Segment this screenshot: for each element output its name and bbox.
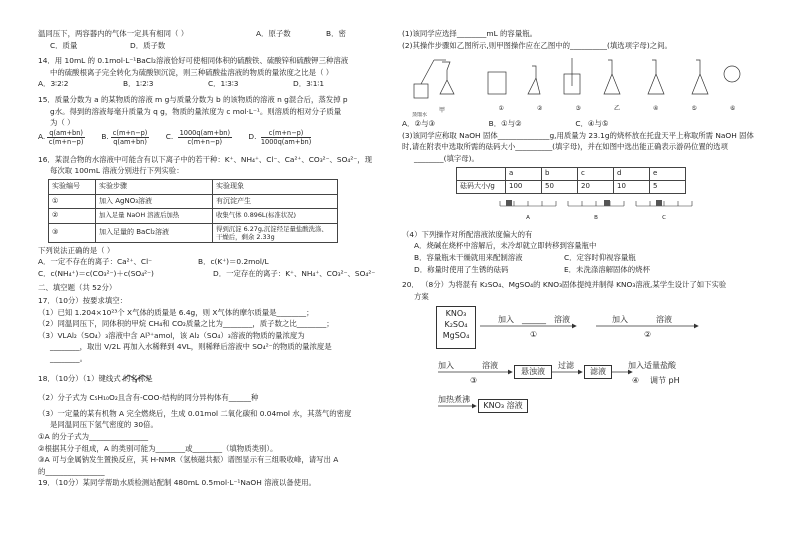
flow-step1-number: ① bbox=[530, 330, 538, 340]
q17-s3a: （3）VLAl₂（SO₄）₃溶液中含 Al³⁺amol，该 Al₂（SO₄）₃溶液的物质的量浓度为 bbox=[38, 330, 305, 340]
weights-table bbox=[456, 167, 686, 194]
skeletal-formula-icon bbox=[120, 373, 154, 383]
q19-part4-de: D．称量时使用了生锈的砝码 E．未洗涤溶解固体的烧杯 bbox=[414, 264, 650, 274]
ruler-option-c: C bbox=[630, 198, 698, 225]
q13-options: C．质量 D．质子数 bbox=[50, 40, 166, 50]
q16-options-cd: C．c(NH₄⁺)＝c(CO₃²⁻)＋c(SO₄²⁻) D．一定存在的离子：K⁺、NH₄⁺、CO₃²⁻、SO₄²⁻ bbox=[38, 268, 376, 278]
flow-filter-label: 过滤 bbox=[558, 361, 574, 371]
left-column bbox=[38, 28, 398, 489]
q19-part3b: 时,请在附表中选取所需的砝码大小__________(填字母)，并在如图中选出能正确表示游码位置的选项 bbox=[402, 142, 728, 152]
q18-s3a: （3）一定量的某有机物 A 完全燃烧后，生成 0.01mol 二氧化碳和 0.04mol 水，其蒸气的密度 bbox=[38, 408, 352, 418]
ruler-c-icon bbox=[634, 198, 694, 208]
rider-scale-options bbox=[494, 198, 770, 225]
flow-adjust-label: 调节 pH bbox=[650, 376, 680, 386]
table-row: ② 加入足量 NaOH 溶液后加热 收集气体 0.896L(标准状况) bbox=[49, 209, 338, 224]
flow-step2-number: ② bbox=[644, 330, 652, 340]
flow-step3-number: ③ bbox=[470, 376, 478, 386]
q13-stem: 温同压下，两容器内的气体一定具有相同（ ） A．原子数 B．密 bbox=[38, 29, 346, 38]
right-column bbox=[402, 28, 770, 420]
q15-option-b: $\frac{c(m+n-p)}{q(am+bn)}$ bbox=[112, 128, 148, 146]
flow-boil-label: 加热煮沸 bbox=[438, 395, 470, 405]
q15-line2: g水。得到的溶液每毫升质量为 q g，物质的量浓度为 c mol·L⁻¹。则溶质的相对分子质量 bbox=[50, 106, 342, 116]
ruler-option-b: B bbox=[562, 198, 630, 225]
flow-filtrate-box: 滤液 bbox=[584, 365, 612, 379]
flow-step2-label: 加入 溶液 bbox=[612, 315, 672, 325]
q19-part1: (1)该同学应选择________mL 的容量瓶。 bbox=[402, 29, 537, 38]
ruler-b-icon bbox=[566, 198, 626, 208]
q17-s1: （1）已知 1.204×10²³个 X气体的质量是 6.4g，则 X气体的摩尔质量是________； bbox=[38, 307, 314, 317]
q16-conclusion: 下列说法正确的是（ ） bbox=[38, 245, 115, 255]
q18-s3f: 的________________ bbox=[38, 466, 105, 476]
q20-flowchart bbox=[436, 306, 716, 420]
q17-s3b: ________，取出 V/2L 再加入水稀释到 4VL，则稀释后溶液中 SO₄²⁻的物质的量浓度是 bbox=[50, 342, 332, 352]
q14-options: A．3∶2∶2 B．1∶2∶3 C．1∶3∶3 D．3∶1∶1 bbox=[38, 79, 325, 89]
q19-stem: 19．（10分）某同学帮助水质检测站配制 480mL 0.5mol·L⁻¹NaOH 溶液以备使用。 bbox=[38, 478, 316, 488]
q15-option-c: $\frac{1000q(am+bn)}{c(m+n-p)}$ bbox=[179, 128, 231, 146]
q20-line2: 方案 bbox=[414, 291, 429, 301]
q17-s3c: ________。 bbox=[50, 354, 87, 364]
figure-jia: 甲 bbox=[412, 54, 472, 110]
q17-title: 17．（10分）按要求填空： bbox=[38, 296, 128, 306]
q15-options: A. $\frac{q(am+bn)}{c(m+n-p)}$ B. $\frac{c(m+n-p)}{q(am+bn)}$ C. $\frac{1000q(am+bn)}{c(m+n-p)}$ D. $\frac{c(m+n-p)}{1000q(am+bn)}$ bbox=[38, 128, 312, 146]
q19-apparatus-figures bbox=[412, 54, 752, 114]
table-row: 砝码大小/g 100 50 20 10 5 bbox=[457, 180, 686, 193]
q19-options: A．②与③ B．①与② C．④与⑤ bbox=[402, 119, 609, 129]
q18-title: 18．（10分）（1）键线式 的名称是 bbox=[38, 373, 398, 385]
q15-line1: 15．质量分数为 a 的某物质的溶液 m g与质量分数为 b 的该物质的溶液 n g混合后，蒸发掉 p bbox=[38, 94, 348, 104]
q19-part3a: (3)该同学应称取 NaOH 固体______________g,用质量为 23.1g的烧杯放在托盘天平上称取所需 NaOH 固体 bbox=[402, 130, 754, 140]
q19-part2: (2)其操作步骤如乙图所示,则甲图操作应在乙图中的__________(填选项字母)之间。 bbox=[402, 40, 672, 50]
figure-water-label: 蒸馏水 bbox=[412, 112, 428, 119]
q18-s3e: ③A 可与金属钠发生置换反应，其 H-NMR（氢核磁共振）谱图显示有三组吸收峰，请写出 A bbox=[38, 455, 339, 465]
figure-yi: ① ② ③ 乙 ④ ⑤ ⑥ bbox=[482, 54, 752, 110]
ruler-option-a: A bbox=[494, 198, 562, 225]
table-header-row: 实验编号 实验步骤 实验现象 bbox=[49, 179, 338, 194]
table-row: ③ 加入足量的 BaCl₂溶液 得到沉淀 6.27g,沉淀经足量盐酸洗涤、干燥后，剩余 2.33g bbox=[49, 223, 338, 242]
q16-line1: 16．某混合物的水溶液中可能含有以下离子中的若干种：K⁺、NH₄⁺、Cl⁻、Ca²⁺、CO₃²⁻、SO₄²⁻，现 bbox=[38, 154, 373, 164]
q15-option-label: B. bbox=[101, 132, 109, 142]
section-2-heading: 二、填空题（共 52分） bbox=[38, 282, 117, 292]
q15-option-a: $\frac{q(am+bn)}{c(m+n-p)}$ bbox=[48, 128, 84, 146]
q19-part4-bc: B．容量瓶未干燥就用来配制溶液 C．定容时仰视容量瓶 bbox=[414, 252, 636, 262]
table-header-row: a b c d e bbox=[457, 167, 686, 180]
flow-step4-number: ④ bbox=[632, 376, 640, 386]
flow-step1-label: 加入 ______ 溶液 bbox=[498, 315, 570, 325]
q20-line1: 20． （8分）为将混有 K₂SO₄、MgSO₄的 KNO₃固体提纯并制得 KNO₃溶液,某学生设计了如下实验 bbox=[402, 280, 727, 290]
q19-part3c: ________(填字母)。 bbox=[414, 153, 479, 163]
q19-part4-a: A．烧碱在烧杯中溶解后，未冷却就立即转移到容量瓶中 bbox=[414, 241, 597, 251]
q14-line1: 14．用 10mL 的 0.1mol·L⁻¹BaCl₂溶液恰好可使相同体积的硫酸铁、硫酸锌和硫酸钾三种溶液 bbox=[38, 56, 349, 66]
flow-start-box: KNO₃ K₂SO₄ MgSO₄ bbox=[436, 306, 476, 349]
q16-options-ab: A．一定不存在的离子：Ca²⁺、Cl⁻ B．c(K⁺)＝0.2mol/L bbox=[38, 257, 269, 267]
flow-final-box: KNO₃ 溶液 bbox=[478, 399, 528, 413]
q18-s2: （2）分子式为 C₅H₁₀O₂且含有-COO-结构的同分异构体有______种 bbox=[38, 393, 259, 403]
q19-part4: （4）下列操作对所配溶液浓度偏大的有 bbox=[402, 229, 533, 239]
q15-line3: 为（ ） bbox=[50, 118, 75, 128]
funnel-flask-icon bbox=[412, 54, 472, 100]
flow-suspension-box: 悬浊液 bbox=[514, 365, 552, 379]
q16-line2: 每次取 100mL 溶液分别进行下列实验： bbox=[50, 166, 184, 176]
flow-step3-label: 加入 溶液 bbox=[438, 361, 498, 371]
q18-s3b: 是同温同压下氢气密度的 30倍。 bbox=[50, 420, 158, 430]
q14-line2: 中的硫酸根离子完全转化为硫酸钡沉淀，则三种硫酸盐溶液的物质的量浓度之比是（ ） bbox=[50, 67, 334, 77]
q18-s3d: ②根据其分子组成，A 的类别可能为________或________（填物质类别）。 bbox=[38, 443, 278, 453]
q15-option-d: $\frac{c(m+n-p)}{1000q(am+bn)}$ bbox=[260, 128, 312, 146]
q18-s3c: ①A 的分子式为________________ bbox=[38, 432, 149, 442]
flow-step4-label: 加入适量盐酸 bbox=[628, 361, 676, 371]
q15-option-label: A. bbox=[38, 132, 46, 142]
q17-s2: （2）同温同压下，同体积的甲烷 CH₄和 CO₂质量之比为________，质子数之比________； bbox=[38, 319, 334, 329]
procedure-steps-icon bbox=[482, 54, 752, 98]
ruler-a-icon bbox=[498, 198, 558, 208]
q16-experiment-table bbox=[48, 179, 338, 243]
table-row: ① 加入 AgNO₃溶液 有沉淀产生 bbox=[49, 194, 338, 209]
